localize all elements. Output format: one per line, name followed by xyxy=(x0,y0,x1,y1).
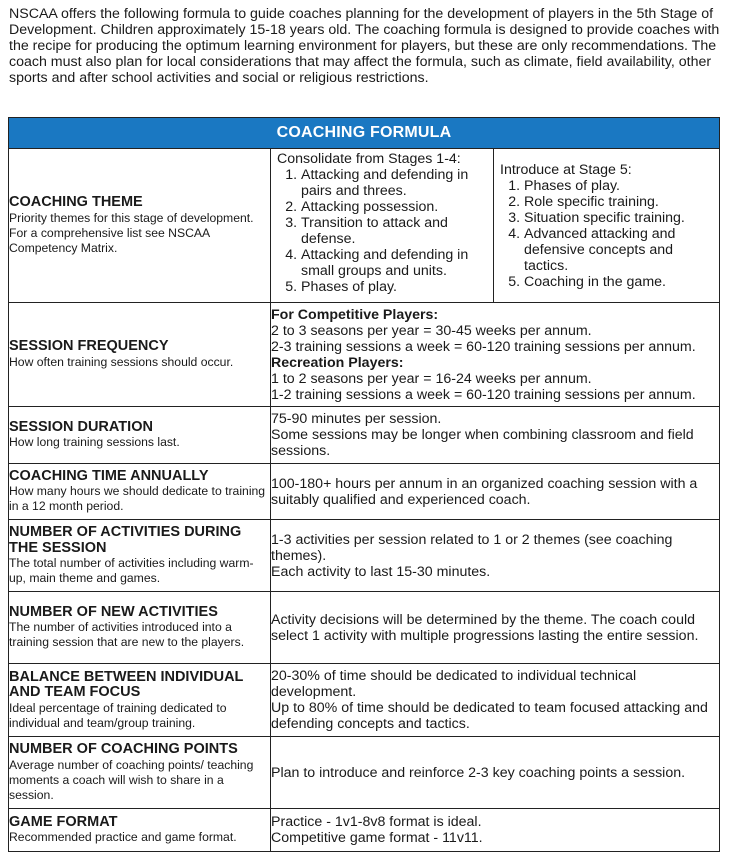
row-label xyxy=(9,664,271,737)
row-value xyxy=(271,664,720,737)
list-item: 5. Phases of play. xyxy=(301,279,487,295)
row-title: GAME FORMAT xyxy=(9,813,118,830)
list-item: 4. Advanced attacking and defensive concepts and tactics. xyxy=(524,226,713,274)
row-description: Priority themes for this stage of development. For a comprehensive list see NSCAA Competency Matrix. xyxy=(9,210,254,255)
consolidate-list xyxy=(277,167,487,295)
row-value: 100-180+ hours per annum in an organized coaching session with a suitably qualified and experienced coach. xyxy=(271,464,720,520)
consolidate-heading: Consolidate from Stages 1-4: xyxy=(277,151,461,167)
row-label xyxy=(9,303,271,407)
row-title: COACHING TIME ANNUALLY xyxy=(9,467,209,484)
row-value xyxy=(271,149,720,303)
game-line: Competitive game format - 11v11. xyxy=(271,830,483,846)
row-description: How many hours we should dedicate to training in a 12 month period. xyxy=(9,484,266,514)
row-description: Average number of coaching points/ teaching moments a coach will wish to share in a session. xyxy=(9,757,254,802)
activities-line: 1-3 activities per session related to 1 or 2 themes (see coaching themes). xyxy=(271,531,673,564)
row-description: The total number of activities including warm-up, main theme and games. xyxy=(9,556,254,585)
row-title: NUMBER OF ACTIVITIES DURING THE SESSION xyxy=(9,524,242,556)
row-label xyxy=(9,464,271,520)
table-row xyxy=(9,520,720,592)
list-item: 4. Attacking and defending in small groups and units. xyxy=(301,247,487,279)
list-item: 3. Transition to attack and defense. xyxy=(301,215,487,247)
row-label xyxy=(9,809,271,852)
row-description: Ideal percentage of training dedicated to individual and team/group training. xyxy=(9,700,227,730)
list-item: 1. Phases of play. xyxy=(524,178,713,194)
table-row xyxy=(9,407,720,464)
balance-line: Up to 80% of time should be dedicated to team focused attacking and defending concepts and tactics. xyxy=(271,700,708,732)
list-item: 3. Situation specific training. xyxy=(524,210,713,226)
competitive-sessions: 2-3 training sessions a week = 60-120 training sessions per annum. xyxy=(271,338,696,355)
coaching-formula-table xyxy=(8,117,720,852)
competitive-heading: For Competitive Players: xyxy=(271,306,439,323)
row-description: The number of activities introduced into a training session that are new to the players. xyxy=(9,620,245,650)
table-row xyxy=(9,737,720,809)
duration-line: Some sessions may be longer when combining classroom and field sessions. xyxy=(271,427,694,459)
balance-line: 20-30% of time should be dedicated to individual technical development. xyxy=(271,668,637,700)
table-row xyxy=(9,592,720,664)
duration-line: 75-90 minutes per session. xyxy=(271,411,442,427)
list-item: 2. Role specific training. xyxy=(524,194,713,210)
row-description: How often training sessions should occur. xyxy=(9,354,234,369)
list-item: 5. Coaching in the game. xyxy=(524,274,713,290)
recreation-seasons: 1 to 2 seasons per year = 16-24 weeks per annum. xyxy=(271,370,592,387)
row-label xyxy=(9,407,271,464)
introduce-list xyxy=(500,178,713,290)
competitive-seasons: 2 to 3 seasons per year = 30-45 weeks per annum. xyxy=(271,322,592,339)
row-description: Recommended practice and game format. xyxy=(9,830,237,845)
row-title: NUMBER OF NEW ACTIVITIES xyxy=(9,603,218,620)
row-value xyxy=(271,520,720,592)
row-description: How long training sessions last. xyxy=(9,435,180,450)
activities-line: Each activity to last 15-30 minutes. xyxy=(271,563,491,580)
list-item: 2. Attacking possession. xyxy=(301,199,487,215)
introduce-column xyxy=(494,149,719,302)
row-title: SESSION DURATION xyxy=(9,418,153,435)
table-row xyxy=(9,664,720,737)
table-row xyxy=(9,149,720,303)
row-value xyxy=(271,809,720,852)
row-value xyxy=(271,303,720,407)
row-label xyxy=(9,592,271,664)
game-line: Practice - 1v1-8v8 format is ideal. xyxy=(271,814,482,830)
row-value: Plan to introduce and reinforce 2-3 key coaching points a session. xyxy=(271,737,720,809)
row-label xyxy=(9,149,271,303)
row-value: Activity decisions will be determined by the theme. The coach could select 1 activity with multiple progressions lasting the entire session. xyxy=(271,592,720,664)
list-item: 1. Attacking and defending in pairs and threes. xyxy=(301,167,487,199)
row-label xyxy=(9,520,271,592)
consolidate-column xyxy=(271,149,494,302)
row-value xyxy=(271,407,720,464)
row-title: BALANCE BETWEEN INDIVIDUAL AND TEAM FOCUS xyxy=(9,668,244,700)
table-row xyxy=(9,303,720,407)
table-row xyxy=(9,464,720,520)
table-title: COACHING FORMULA xyxy=(9,118,720,149)
intro-paragraph: NSCAA offers the following formula to guide coaches planning for the development of players in the 5th Stage of Development. Children approximately 15-18 years old. The coaching formula is designed to provide coaches with the recipe for producing the optimum learning environment for players, but these are only recommendations. The coach must also plan for local considerations that may affect the formula, such as climate, field availability, other sports and after school activities and social or religious restrictions. xyxy=(9,6,720,86)
row-title: NUMBER OF COACHING POINTS xyxy=(9,741,238,758)
row-title: COACHING THEME xyxy=(9,194,143,211)
recreation-heading: Recreation Players: xyxy=(271,354,404,371)
recreation-sessions: 1-2 training sessions a week = 60-120 training sessions per annum. xyxy=(271,386,696,403)
table-row xyxy=(9,809,720,852)
introduce-heading: Introduce at Stage 5: xyxy=(500,162,632,178)
row-title: SESSION FREQUENCY xyxy=(9,338,169,355)
row-label xyxy=(9,737,271,809)
